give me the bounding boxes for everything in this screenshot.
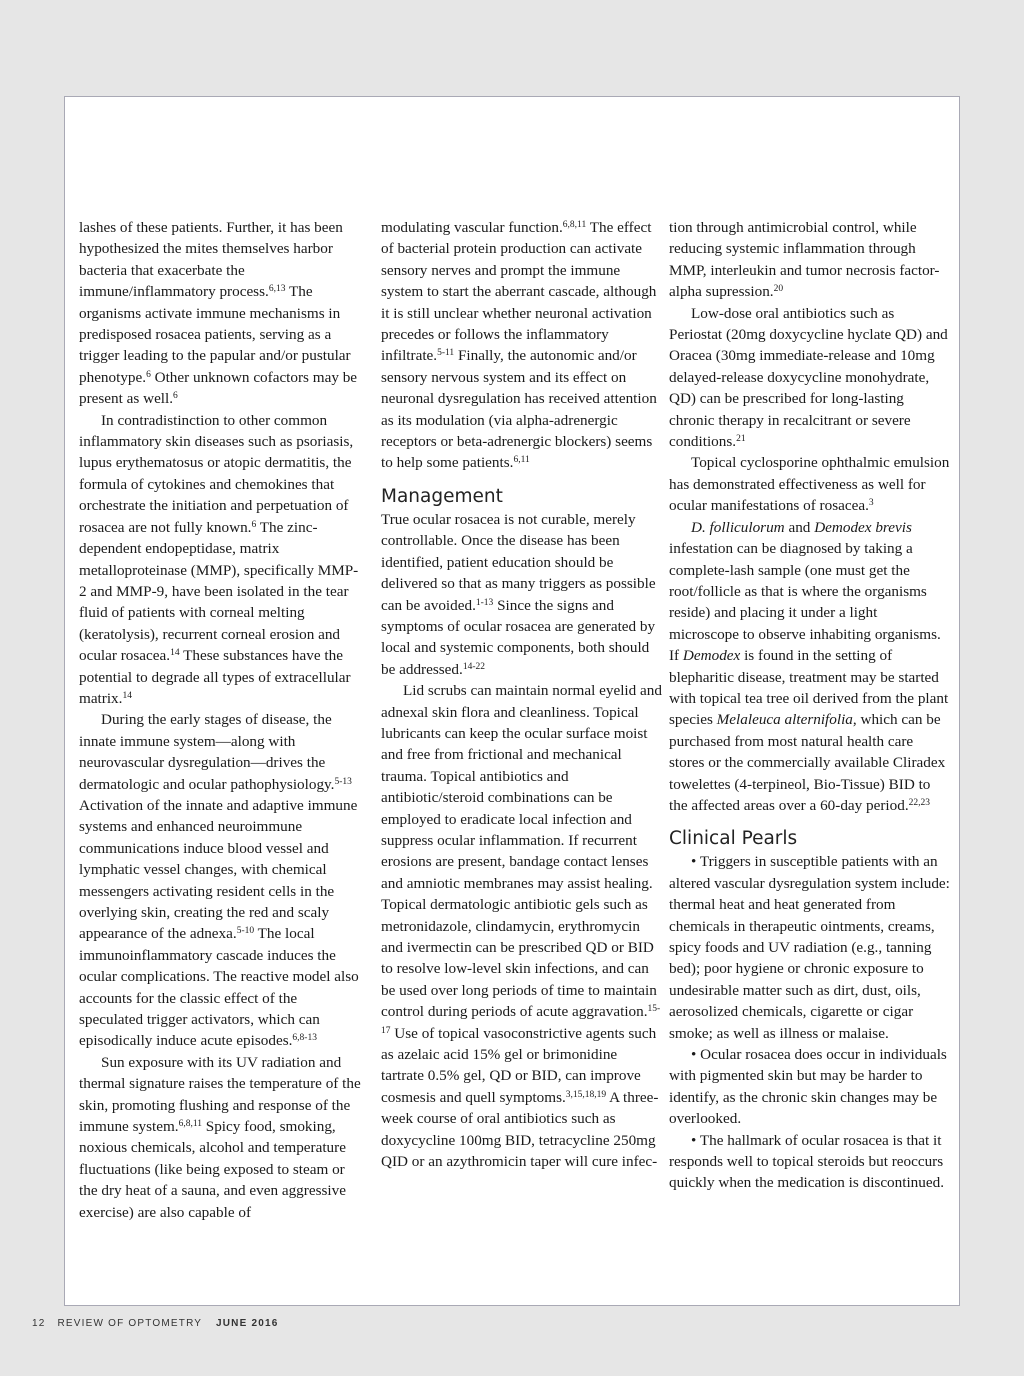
paragraph: D. folliculorum and Demodex brevis infestation can be diagnosed by taking a complete-lash sample (one must get the root/follicle as that is where the organisms reside) and placing it under a light microscope to observe inhabiting organisms. If Demodex is found in the setting of blepharitic disease, treatment may be started with topical tea tree oil derived from the plant species Melaleuca alternifolia, which can be purchased from most natural health care stores or the commercially available Cliradex towelettes (4-terpineol, Bio-Tissue) BID to the affected areas over a 60-day period.$^{22,23}$ [669, 518, 949, 814]
citation: 5-13 [334, 776, 352, 787]
citation: 1-13 [475, 597, 494, 608]
citation: 22,23 [908, 797, 931, 808]
paragraph: Lid scrubs can maintain normal eyelid and adnexal skin flora and cleanliness. Topical lubricants can keep the ocular surface moist and free from frictional and mechanical trauma. Topical antibiotics and antibiotic/steroid combinations can be employed to eradicate local infection and suppress ocular inflammation. If recurrent erosions are present, bandage contact lenses and amniotic membranes may assist healing. Topical dermatologic antibiotic gels such as metronidazole, clindamycin, erythromycin and ivermectin can be prescribed QD or BID to resolve low-level skin infections, and can be used over long periods of time to maintain control during periods of acute aggravation.$^{15-17}$ Use of topical vasoconstrictive agents such as azelaic acid 15% gel or brimonidine tartrate 0.5% gel, QD or BID, can improve cosmesis and quell symptoms.$^{3,15,18,19}$ A three-week course of oral antibiotics such as doxycycline 100mg BID, tetracycline 250mg QID or an azythromicin taper will cure infec- [381, 682, 662, 1171]
paragraph: tion through antimicrobial control, while reducing systemic inflammation through MMP, interleukin and tumor necrosis factor-alpha supression.$^{20}$ [669, 219, 940, 301]
species-name: D. folliculorum [691, 518, 785, 536]
paragraph: Low-dose oral antibiotics such as Periostat (20mg doxycycline hyclate QD) and Oracea (30mg immediate-release and 10mg delayed-release doxycycline monohydrate, QD) can be prescribed for long-lasting chronic therapy in recalcitrant or severe conditions.$^{21}$ [669, 304, 948, 451]
section-heading-clinical-pearls: Clinical Pearls [669, 828, 798, 850]
citation: 6 [173, 391, 178, 402]
citation: 14 [170, 648, 180, 659]
paragraph: Sun exposure with its UV radiation and thermal signature raises the temperature of the skin, promoting flushing and response of the immune system.$^{6,8,11}$ Spicy food, smoking, noxious chemicals, alcohol and temperature fluctuations (like being exposed to steam or the dry heat of a sauna, and even aggressive exercise) are also capable of [79, 1053, 361, 1221]
bullet-item: • Ocular rosacea does occur in individuals with pigmented skin but may be harder to identify, as the chronic skin changes may be overlooked. [669, 1046, 947, 1128]
citation: 6,11 [513, 455, 530, 466]
citation: 6 [146, 369, 151, 380]
citation: 5-10 [236, 926, 255, 937]
text-column-1 [79, 217, 361, 1223]
citation: 20 [773, 284, 784, 295]
citation: 6,8,11 [178, 1119, 202, 1130]
citation: 3 [868, 498, 874, 509]
species-name: Demodex brevis [814, 518, 912, 536]
paragraph: In contradistinction to other common inflammatory skin diseases such as psoriasis, lupus erythematosus or atopic dermatitis, the formula of cytokines and chemokines that orchestrate the initiation and perpetuation of rosacea are not fully known.$^6$ The zinc-dependent endopeptidase, matrix metalloproteinase (MMP), specifically MMP-2 and MMP-9, have been isolated in the tear fluid of patients with corneal melting (keratolysis), recurrent corneal erosion and ocular rosacea.$^{14}$ These substances have the potential to degrade all types of extracellular matrix.$^{14}$ [79, 411, 359, 707]
paragraph: True ocular rosacea is not curable, merely controllable. Once the disease has been identified, patient education should be delivered so that as many triggers as possible can be avoided.$^{1-13}$ Since the signs and symptoms of ocular rosacea are generated by local and systemic components, both should be addressed.$^{14-22}$ [381, 510, 656, 678]
issue-date: JUNE 2016 [216, 1318, 279, 1329]
citation: 6 [251, 519, 257, 530]
section-heading-management: Management [381, 485, 503, 507]
page-number: 12 [32, 1318, 46, 1329]
citation: 5-11 [437, 348, 455, 359]
bullet-item: • Triggers in susceptible patients with an altered vascular dysregulation system include: thermal heat and heat generated from chemicals in therapeutic ointments, creams, spicy foods and UV radiation (e.g., tanning bed); poor hygiene or chronic exposure to undesirable matter such as dirt, dust, oils, aerosolized chemicals, cigarette or cigar smoke; as well as illness or malaise. [669, 853, 950, 1042]
citation: 6,13 [268, 284, 286, 295]
bullet-item: • The hallmark of ocular rosacea is that it responds well to topical steroids but reoccurs quickly when the medication is discontinued. [669, 1131, 945, 1192]
text-column-3 [669, 217, 951, 1194]
citation: 14-22 [462, 661, 485, 672]
paragraph: During the early stages of disease, the innate immune system—along with neurovascular dysregulation—drives the dermatologic and ocular pathophysiology.$^{5-13}$ Activation of the innate and adaptive immune systems and enhanced neuroimmune communications induce blood vessel and lymphatic vessel changes, with chemical messengers activating resident cells in the overlying skin, creating the red and scaly appearance of the adnexa.$^{5-10}$ The local immunoinflammatory cascade induces the ocular complications. The reactive model also accounts for the classic effect of the speculated trigger activators, which can episodically induce acute episodes.$^{6,8-13}$ [79, 711, 359, 1050]
citation: 6,8-13 [292, 1033, 317, 1044]
article-page [64, 96, 960, 1306]
species-name: Melaleuca alternifolia [716, 711, 853, 729]
citation: 3,15,18,19 [565, 1089, 607, 1100]
journal-name: REVIEW OF OPTOMETRY [57, 1318, 203, 1329]
paragraph: Topical cyclosporine ophthalmic emulsion has demonstrated effectiveness as well for ocular manifestations of rosacea.$^3$ [669, 454, 950, 515]
citation: 21 [736, 434, 746, 445]
page-footer [32, 1318, 279, 1329]
citation: 6,8,11 [562, 220, 587, 230]
citation: 15-17 [381, 1004, 661, 1036]
paragraph: modulating vascular function.$^{6,8,11}$ The effect of bacterial protein production can activate sensory nerves and prompt the immune system to start the aberrant cascade, although it is still unclear whether neuronal activation precedes or follows the inflammatory infiltrate.$^{5-11}$ Finally, the autonomic and/or sensory nervous system and its effect on neuronal dysregulation has received attention as its modulation (via alpha-adrenergic receptors or beta-adrenergic blockers) seems to help some patients.$^{6,11}$ [381, 219, 657, 472]
species-name: Demodex [682, 647, 741, 665]
text-column-2 [381, 217, 663, 1172]
paragraph: lashes of these patients. Further, it has been hypothesized the mites themselves harbor bacteria that exacerbate the immune/inflammatory process.$^{6,13}$ The organisms activate immune mechanisms in predisposed rosacea patients, serving as a trigger leading to the papular and/or pustular phenotype.$^6$ Other unknown cofactors may be present as well.$^6$ [79, 219, 358, 408]
citation: 14 [122, 690, 132, 701]
